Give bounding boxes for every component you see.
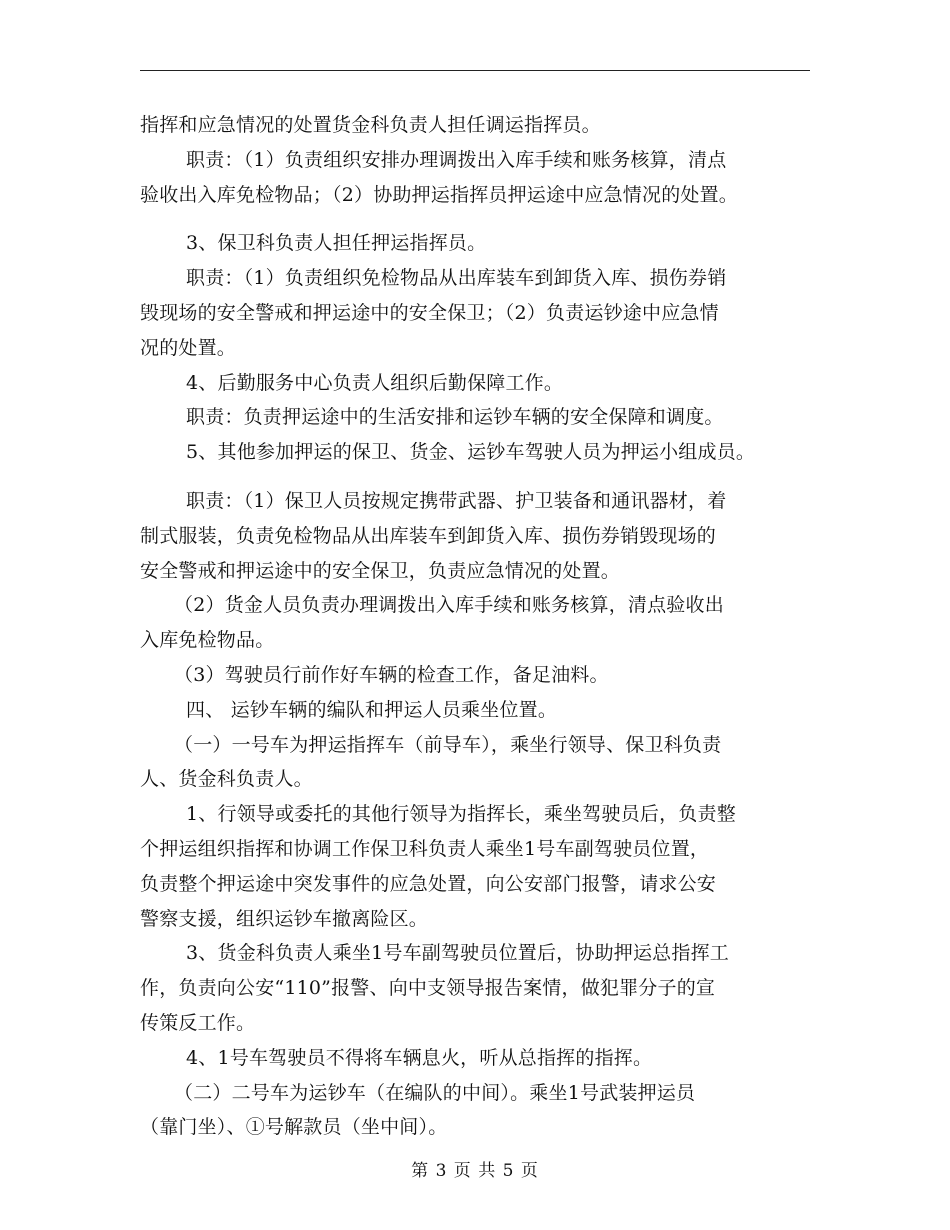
text-line: 警察支援，组织运钞车撤离险区。 xyxy=(140,907,429,930)
text-line: 负责整个押运途中突发事件的应急处置，向公安部门报警，请求公安 xyxy=(140,872,717,895)
text-line: 5、其他参加押运的保卫、货金、运钞车驾驶人员为押运小组成员。 xyxy=(186,441,756,464)
text-line: （3）驾驶员行前作好车辆的检查工作，备足油料。 xyxy=(174,663,609,686)
text-line: （二）二号车为运钞车（在编队的中间）。乘坐1号武装押运员 xyxy=(174,1081,696,1104)
text-line: 个押运组织指挥和协调工作保卫科负责人乘坐1号车副驾驶员位置， xyxy=(140,837,710,860)
text-line: 4、1号车驾驶员不得将车辆息火，听从总指挥的指挥。 xyxy=(186,1046,653,1069)
text-line: 毁现场的安全警戒和押运途中的安全保卫；（2）负责运钞途中应急情 xyxy=(140,301,719,324)
text-line: 验收出入库免检物品；（2）协助押运指挥员押运途中应急情况的处置。 xyxy=(140,183,738,206)
paragraph-gap xyxy=(140,470,830,484)
text-line: 四、 运钞车辆的编队和押运人员乘坐位置。 xyxy=(186,698,558,721)
page-number-footer: 第 3 页 共 5 页 xyxy=(411,1161,539,1181)
page-body xyxy=(140,108,830,1145)
text-line: 作，负责向公安“110”报警、向中支领导报告案情，做犯罪分子的宣 xyxy=(140,977,716,1000)
text-line: 传策反工作。 xyxy=(140,1011,256,1034)
text-line: 4、后勤服务中心负责人组织后勤保障工作。 xyxy=(186,371,564,394)
text-line: （2）货金人员负责办理调拨出入库手续和账务核算，清点验收出 xyxy=(174,594,724,617)
text-line: 安全警戒和押运途中的安全保卫，负责应急情况的处置。 xyxy=(140,559,621,582)
text-line: 3、保卫科负责人担任押运指挥员。 xyxy=(186,232,487,255)
paragraph-gap xyxy=(140,212,830,226)
header-rule xyxy=(140,70,810,71)
text-line: 职责：（1）负责组织免检物品从出库装车到卸货入库、损伤券销 xyxy=(186,267,727,290)
text-line: 职责：（1）负责组织安排办理调拨出入库手续和账务核算，清点 xyxy=(186,148,727,171)
text-line: （靠门坐）、①号解款员（坐中间）。 xyxy=(140,1116,448,1139)
text-line: 指挥和应急情况的处置货金科负责人担任调运指挥员。 xyxy=(140,114,601,136)
text-line: 人、货金科负责人。 xyxy=(140,768,313,791)
text-line: （一）一号车为押运指挥车（前导车），乘坐行领导、保卫科负责 xyxy=(174,733,722,756)
text-line: 入库免检物品。 xyxy=(140,629,275,652)
text-line: 制式服装，负责免检物品从出库装车到卸货入库、损伤券销毁现场的 xyxy=(140,524,717,547)
text-line: 职责：负责押运途中的生活安排和运钞车辆的安全保障和调度。 xyxy=(186,406,724,429)
text-line: 况的处置。 xyxy=(140,336,237,359)
text-line: 职责：（1）保卫人员按规定携带武器、护卫装备和通讯器材，着 xyxy=(186,489,727,512)
text-line: 3、货金科负责人乘坐1号车副驾驶员位置后，协助押运总指挥工 xyxy=(186,942,729,965)
text-line: 1、行领导或委托的其他行领导为指挥长，乘坐驾驶员后，负责整 xyxy=(186,803,736,826)
